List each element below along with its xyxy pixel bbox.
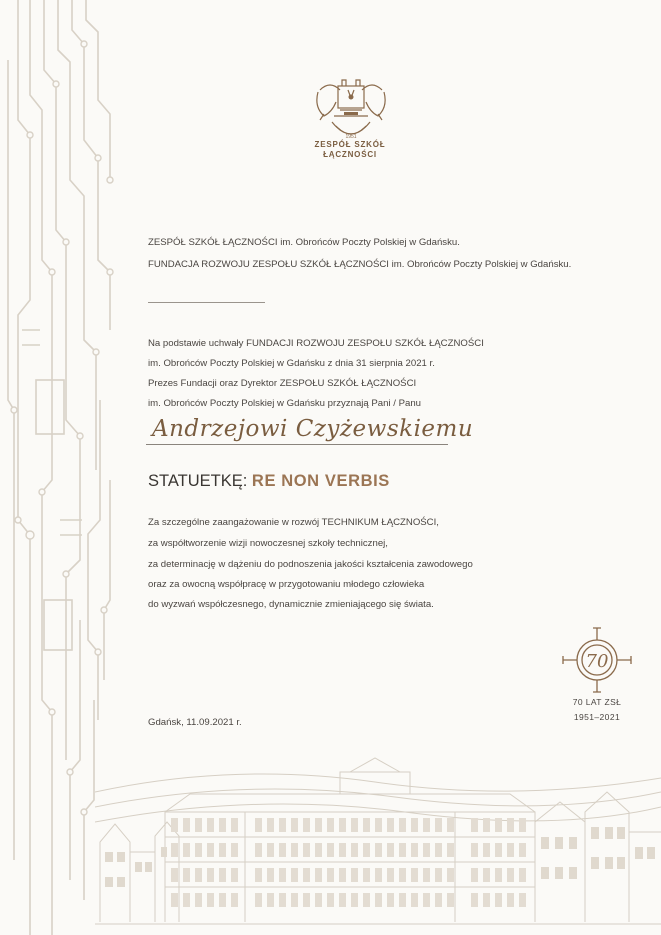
issue-date: Gdańsk, 11.09.2021 r. [148,717,242,728]
reason-line-1: Za szczególne zaangażowanie w rozwój TECHNIKUM ŁĄCZNOŚCI, [148,517,439,528]
logo-year: 1951 [345,134,357,140]
recipient-underline [146,444,448,445]
award-label: STATUETKĘ: [148,472,248,490]
recipient-name: Andrzejowi Czyżewskiemu [152,416,474,442]
anniversary-line-1: 70 LAT ZSŁ [572,697,622,707]
logo-name-line1: ZESPÓŁ SZKÓŁ [314,140,386,149]
anniversary-badge-icon [559,626,635,698]
header-line-1: ZESPÓŁ SZKÓŁ ŁĄCZNOŚCI im. Obrońców Poczty Polskiej w Gdańsku. [148,237,460,248]
reason-line-2: za współtworzenie wizji nowoczesnej szkoły technicznej, [148,538,388,549]
divider-line [148,302,265,303]
school-building-illustration [95,752,661,935]
intro-line-4: im. Obrońców Poczty Polskiej w Gdańsku przyznają Pani / Panu [148,398,422,409]
reason-line-4: oraz za owocną współpracę w przygotowaniu młodego człowieka [148,579,425,590]
anniversary-line-2: 1951–2021 [573,712,621,722]
intro-line-3: Prezes Fundacji oraz Dyrektor ZESPOŁU SZKÓŁ ŁĄCZNOŚCI [148,378,417,389]
award-title [148,472,390,491]
header-line-2: FUNDACJA ROZWOJU ZESPOŁU SZKÓŁ ŁĄCZNOŚCI im. Obrońców Poczty Polskiej w Gdańsku. [148,259,572,270]
award-value: RE NON VERBIS [251,472,390,490]
intro-line-1: Na podstawie uchwały FUNDACJI ROZWOJU ZESPOŁU SZKÓŁ ŁĄCZNOŚCI [148,338,484,349]
intro-line-2: im. Obrońców Poczty Polskiej w Gdańsku z dnia 31 sierpnia 2021 r. [148,358,435,369]
logo-name-line2: ŁĄCZNOŚCI [323,150,377,159]
reason-line-3: za determinację w dążeniu do podnoszenia jakości kształcenia zawodowego [148,559,473,570]
anniversary-number: 70 [585,651,609,672]
reason-line-5: do wyzwań współczesnego, dynamicznie zmieniającego się świata. [148,599,434,610]
